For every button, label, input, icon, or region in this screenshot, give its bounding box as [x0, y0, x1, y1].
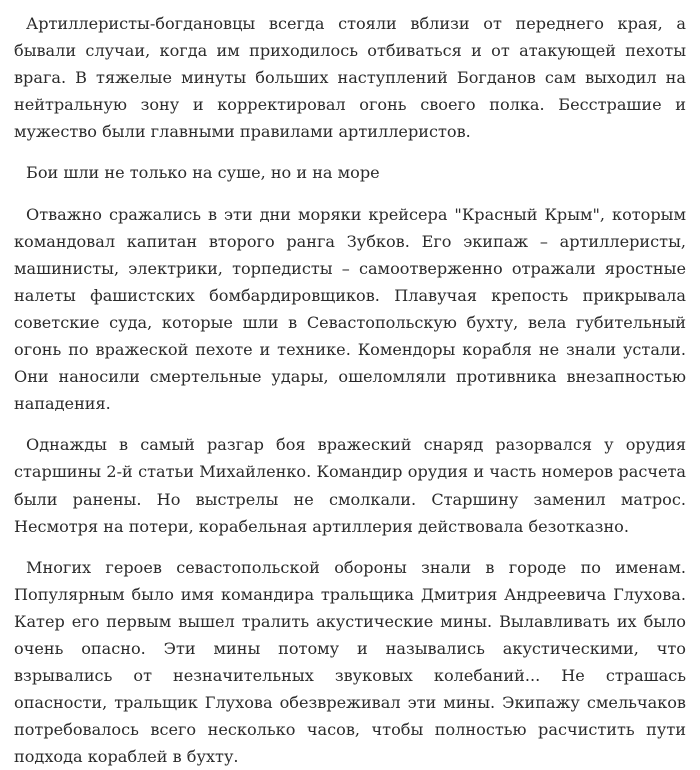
paragraph-sea-battles: Бои шли не только на суше, но и на море [26, 163, 380, 183]
paragraph-artillery: Артиллеристы-богдановцы всегда стояли вблизи от переднего края, а бывали случаи, когда им приходилось отбиваться и от атакующей пехоты врага. В тяжелые минуты больших наступлений Богданов сам выходил на нейтральную зону и корректировал огонь своего полка. Бесстрашие и мужество были главными правилами артиллеристов. [14, 14, 686, 142]
paragraph-krasny-krym: Отважно сражались в эти дни моряки крейсера "Красный Крым", которым командовал капитан второго ранга Зубков. Его экипаж – артиллеристы, машинисты, электрики, торпедисты – самоотверженно отражали яростные налеты фашистских бомбардировщиков. Плавучая крепость прикрывала советские суда, которые шли в Севастопольскую бухту, вела губительный огонь по вражеской пехоте и технике. Комендоры корабля не знали устали. Они наносили смертельные удары, ошеломляли противника внезапностью нападения. [14, 204, 686, 414]
paragraph-glukhov: Многих героев севастопольской обороны знали в городе по именам. Популярным было имя командира тральщика Дмитрия Андреевича Глухова. Катер его первым вышел тралить акустические мины. Вылавливать их было очень опасно. Эти мины потому и назывались акустическими, что взрывались от незначительных звуковых колебаний... Не страшась опасности, тральщик Глухова обезвреживал эти мины. Экипажу смельчаков потребовалось всего несколько часов, чтобы полностью расчистить пути подхода кораблей в бухту. [14, 557, 686, 767]
paragraph-mikhailenko: Однажды в самый разгар боя вражеский снаряд разорвался у орудия старшины 2-й статьи Михайленко. Командир орудия и часть номеров расчета были ранены. Но выстрелы не смолкали. Старшину заменил матрос. Несмотря на потери, корабельная артиллерия действовала безотказно. [14, 435, 686, 536]
